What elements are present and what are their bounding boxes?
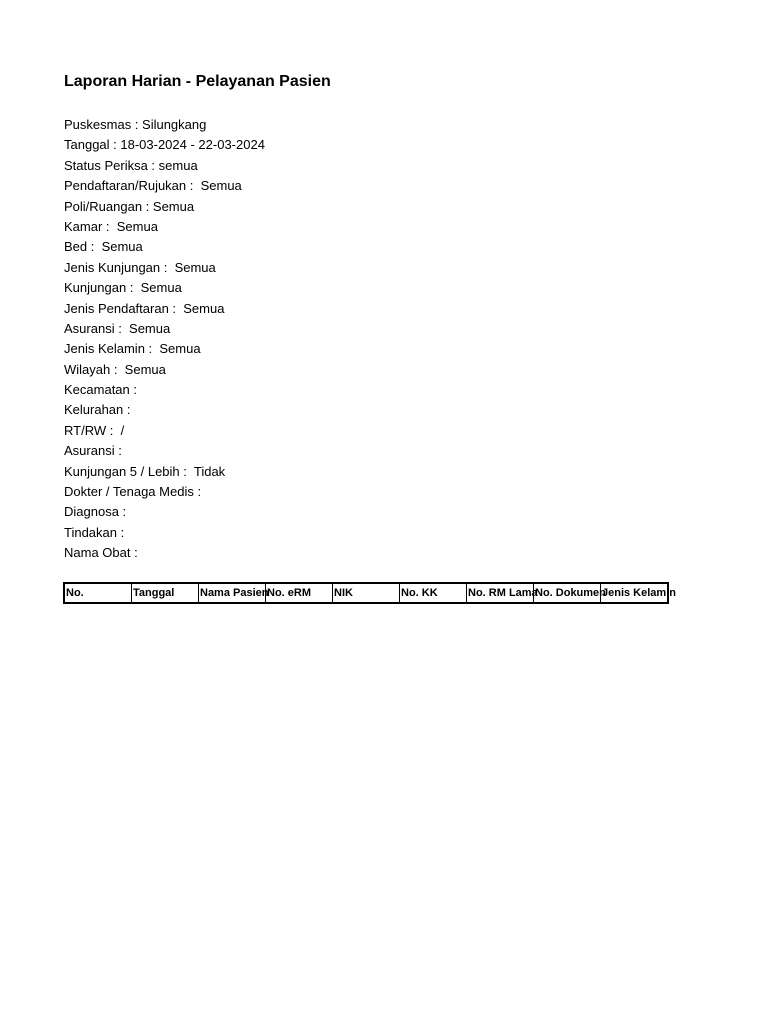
filter-status-periksa: Status Periksa : semua	[64, 157, 198, 173]
column-header-no: No.	[64, 583, 132, 603]
column-header-no-erm: No. eRM	[266, 583, 333, 603]
column-header-nama-pasien: Nama Pasien	[199, 583, 266, 603]
filter-jenis-pendaftaran: Jenis Pendaftaran : Semua	[64, 300, 225, 316]
filter-kunjungan-5-lebih: Kunjungan 5 / Lebih : Tidak	[64, 463, 226, 479]
column-header-no-dokumen: No. Dokumen	[534, 583, 601, 603]
column-header-tanggal: Tanggal	[132, 583, 199, 603]
filter-list	[64, 115, 265, 564]
filter-bed: Bed : Semua	[64, 239, 143, 255]
report-title: Laporan Harian - Pelayanan Pasien	[64, 73, 331, 90]
filter-kunjungan: Kunjungan : Semua	[64, 280, 182, 296]
filter-rt-rw: RT/RW : /	[64, 422, 125, 438]
filter-puskesmas: Puskesmas : Silungkang	[64, 117, 207, 132]
filter-kecamatan: Kecamatan :	[64, 382, 137, 398]
filter-tanggal: Tanggal : 18-03-2024 - 22-03-2024	[64, 137, 265, 153]
filter-jenis-kelamin: Jenis Kelamin : Semua	[64, 341, 201, 357]
patient-service-table	[63, 582, 676, 604]
filter-diagnosa: Diagnosa :	[64, 504, 127, 520]
column-header-nik: NIK	[333, 583, 400, 603]
column-header-jenis-kelamin: Jenis Kelamin	[601, 583, 669, 603]
column-header-no-rm-lama: No. RM Lama	[467, 583, 534, 603]
filter-kamar: Kamar : Semua	[64, 218, 158, 234]
table-header	[64, 583, 676, 603]
filter-asuransi: Asuransi : Semua	[64, 320, 171, 336]
table-header-row	[64, 583, 668, 603]
filter-poli-ruangan: Poli/Ruangan : Semua	[64, 198, 195, 214]
filter-asuransi-2: Asuransi :	[64, 443, 122, 459]
filter-nama-obat: Nama Obat :	[64, 545, 138, 561]
filter-tindakan: Tindakan :	[64, 524, 125, 540]
filter-pendaftaran-rujukan: Pendaftaran/Rujukan : Semua	[64, 178, 242, 194]
filter-wilayah: Wilayah : Semua	[64, 361, 166, 377]
filter-dokter-tenaga-medis: Dokter / Tenaga Medis :	[64, 484, 202, 500]
filter-kelurahan: Kelurahan :	[64, 402, 131, 418]
filter-jenis-kunjungan: Jenis Kunjungan : Semua	[64, 259, 216, 275]
column-header-no-kk: No. KK	[400, 583, 467, 603]
